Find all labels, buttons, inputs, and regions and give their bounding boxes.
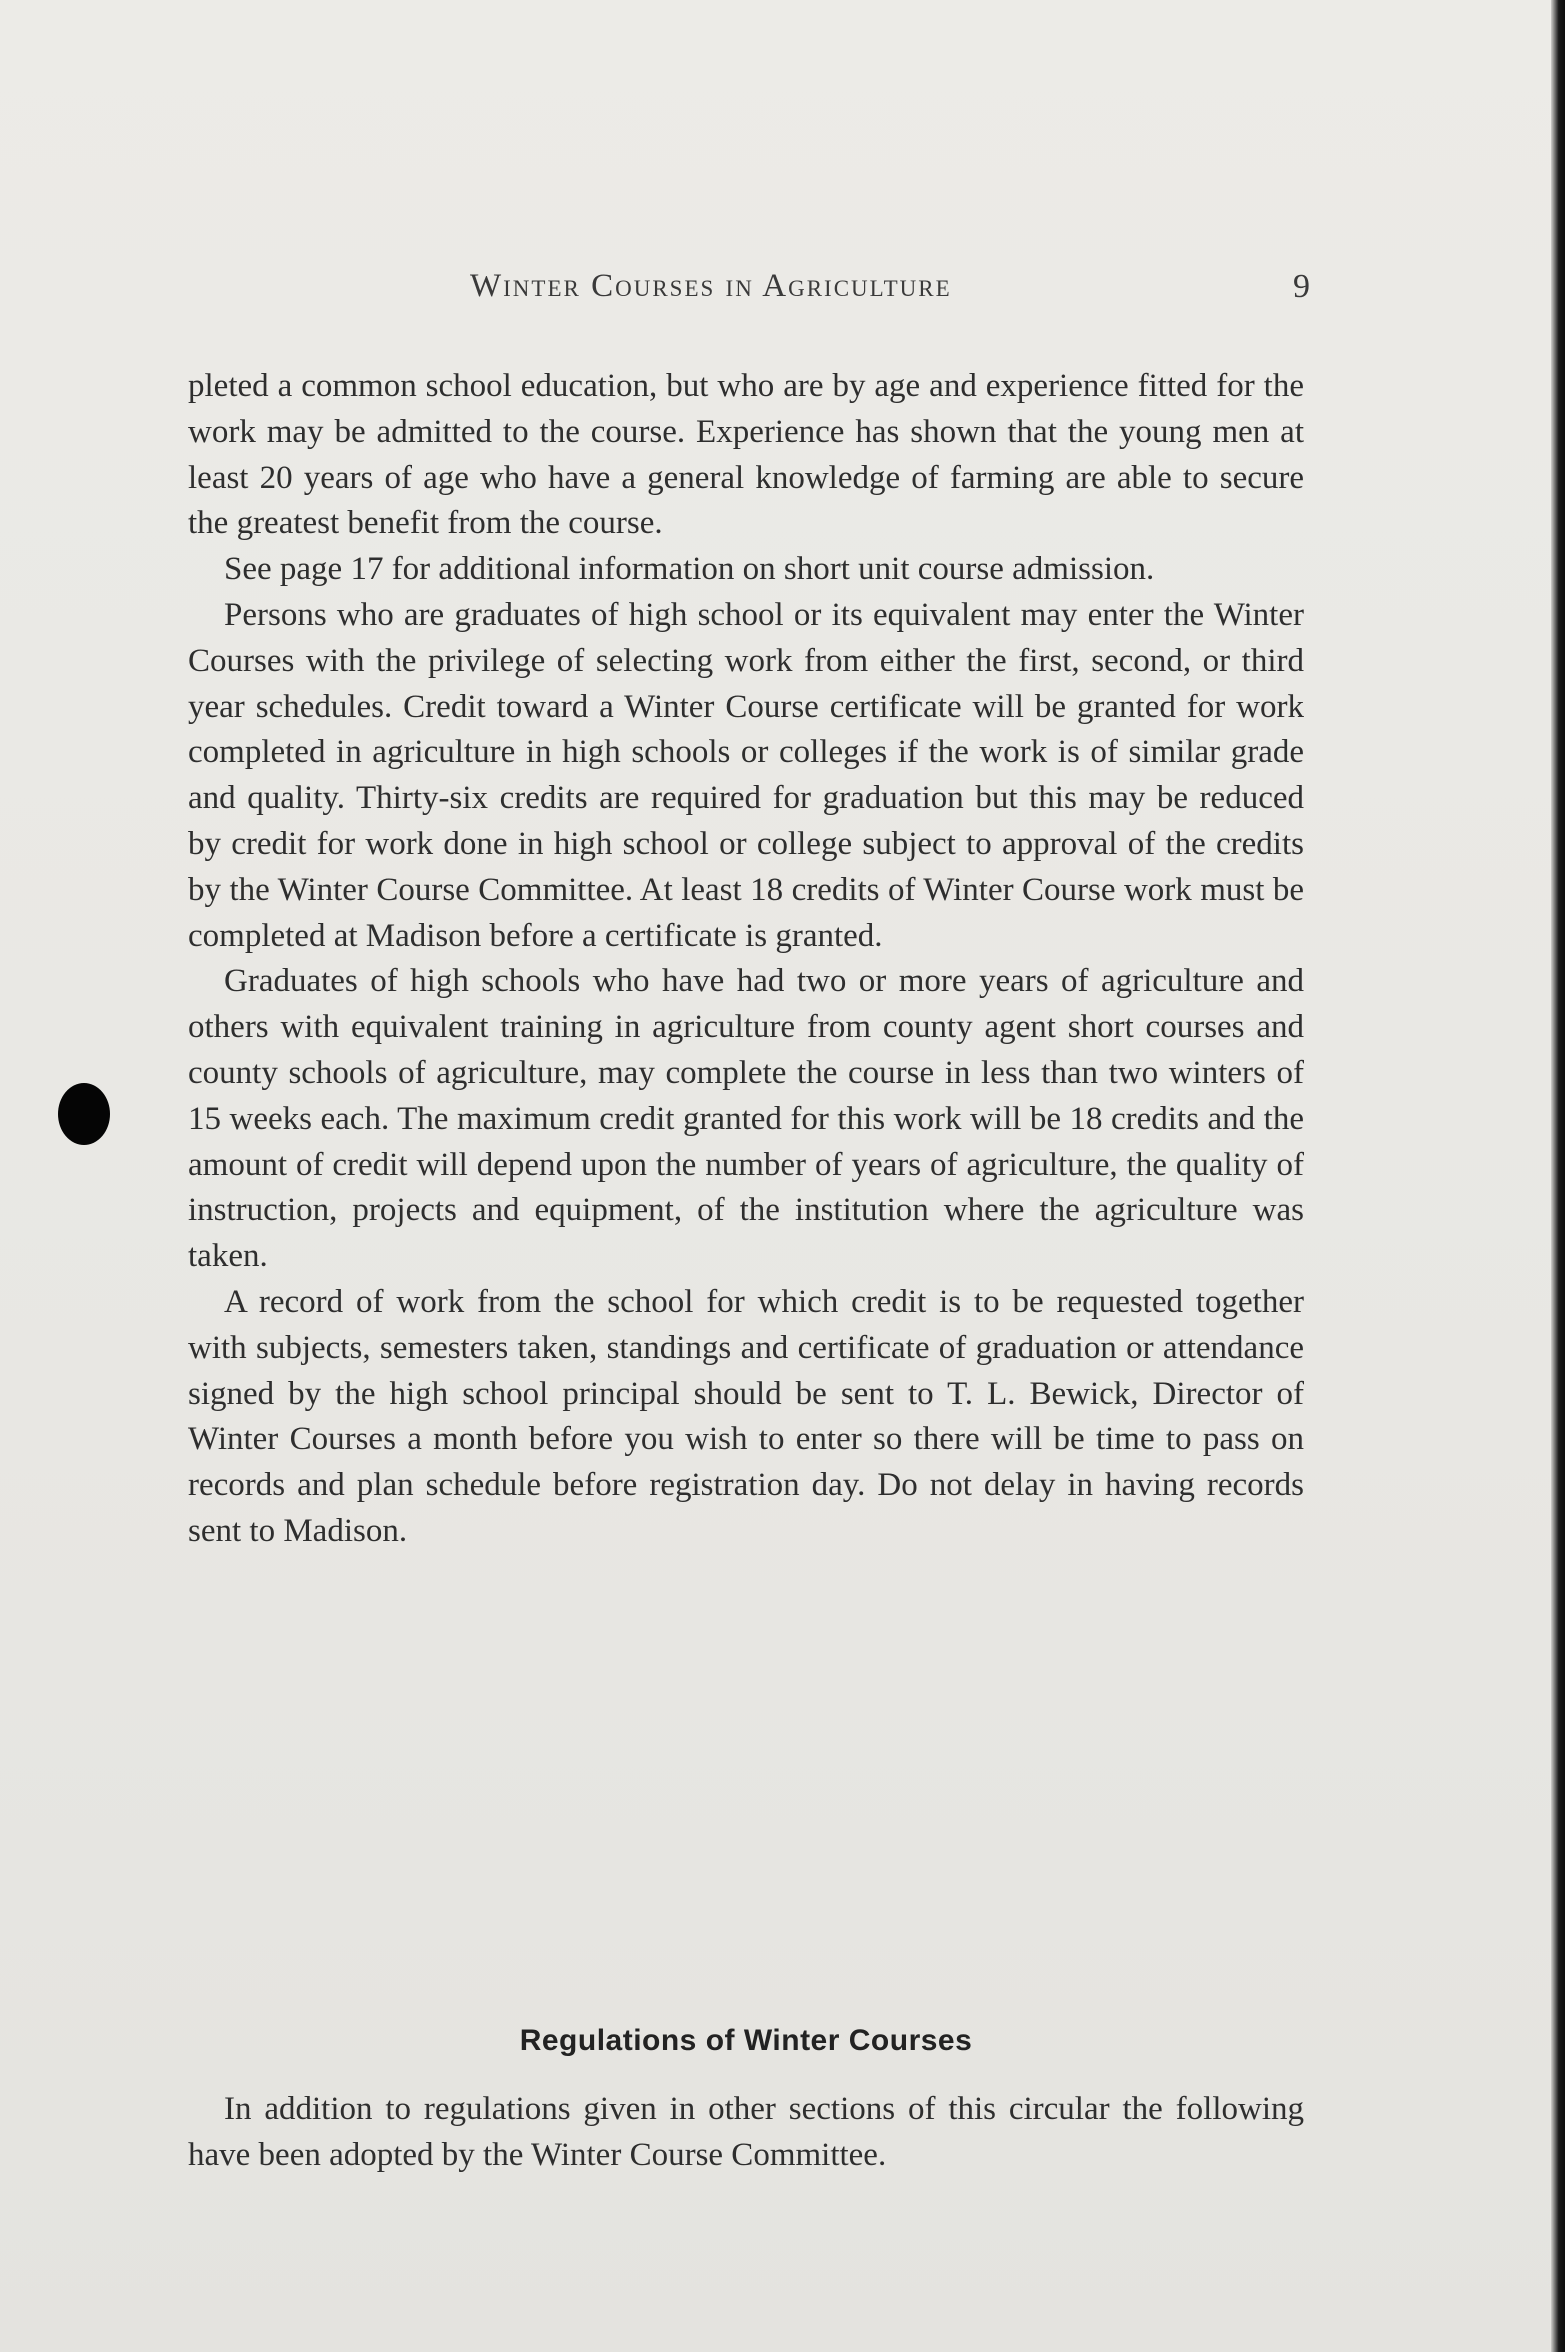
body-text	[188, 364, 1304, 1555]
paragraph-agriculture-graduates: Graduates of high schools who have had two or more years of agriculture and others with equivalent training in agriculture from county agent short courses and county schools of agriculture, may complete the course in less than two winters of 15 weeks each. The maximum credit granted for this work will be 18 credits and the amount of credit will depend upon the number of years of agriculture, the quality of instruction, projects and equipment, of the institution where the agriculture was taken.	[188, 963, 1304, 1275]
section-heading: Regulations of Winter Courses	[519, 2024, 973, 2057]
punch-hole	[58, 1083, 110, 1145]
paragraph-record-of-work: A record of work from the school for which credit is to be requested together with subjects, semesters taken, standings and certificate of graduation or attendance signed by the high school principal should be sent to T. L. Bewick, Director of Winter Courses a month before you wish to enter so there will be time to pass on records and plan schedule before registration day. Do not delay in having records sent to Madison.	[188, 1283, 1304, 1549]
running-head	[440, 268, 1318, 312]
paragraph-see-page: See page 17 for additional information on short unit course admission.	[224, 551, 1155, 588]
paragraph-continuation: pleted a common school education, but who are by age and experience fitted for the work may be admitted to the course. Experience has shown that the young men at least 20 years of age who have a general knowledge of farming are able to secure the greatest benefit from the course.	[188, 368, 1304, 542]
paragraph-regulations-intro: In addition to regulations given in other sections of this circular the following have been adopted by the Winter Course Committee.	[188, 2091, 1304, 2173]
page-number: 9	[1293, 268, 1310, 305]
paragraph-graduates-credit: Persons who are graduates of high school or its equivalent may enter the Winter Courses with the privilege of selecting work from either the first, second, or third year schedules. Credit toward a Winter Course certificate will be granted for work completed in agriculture in high schools or colleges if the work is of similar grade and quality. Thirty-six credits are required for graduation but this may be reduced by credit for work done in high school or college subject to approval of the credits by the Winter Course Committee. At least 18 credits of Winter Course work must be completed at Madison before a certificate is granted.	[188, 596, 1304, 954]
page-edge-shadow	[1551, 0, 1565, 2352]
running-head-title: Winter Courses in Agriculture	[470, 268, 952, 304]
section-body	[188, 2086, 1304, 2178]
